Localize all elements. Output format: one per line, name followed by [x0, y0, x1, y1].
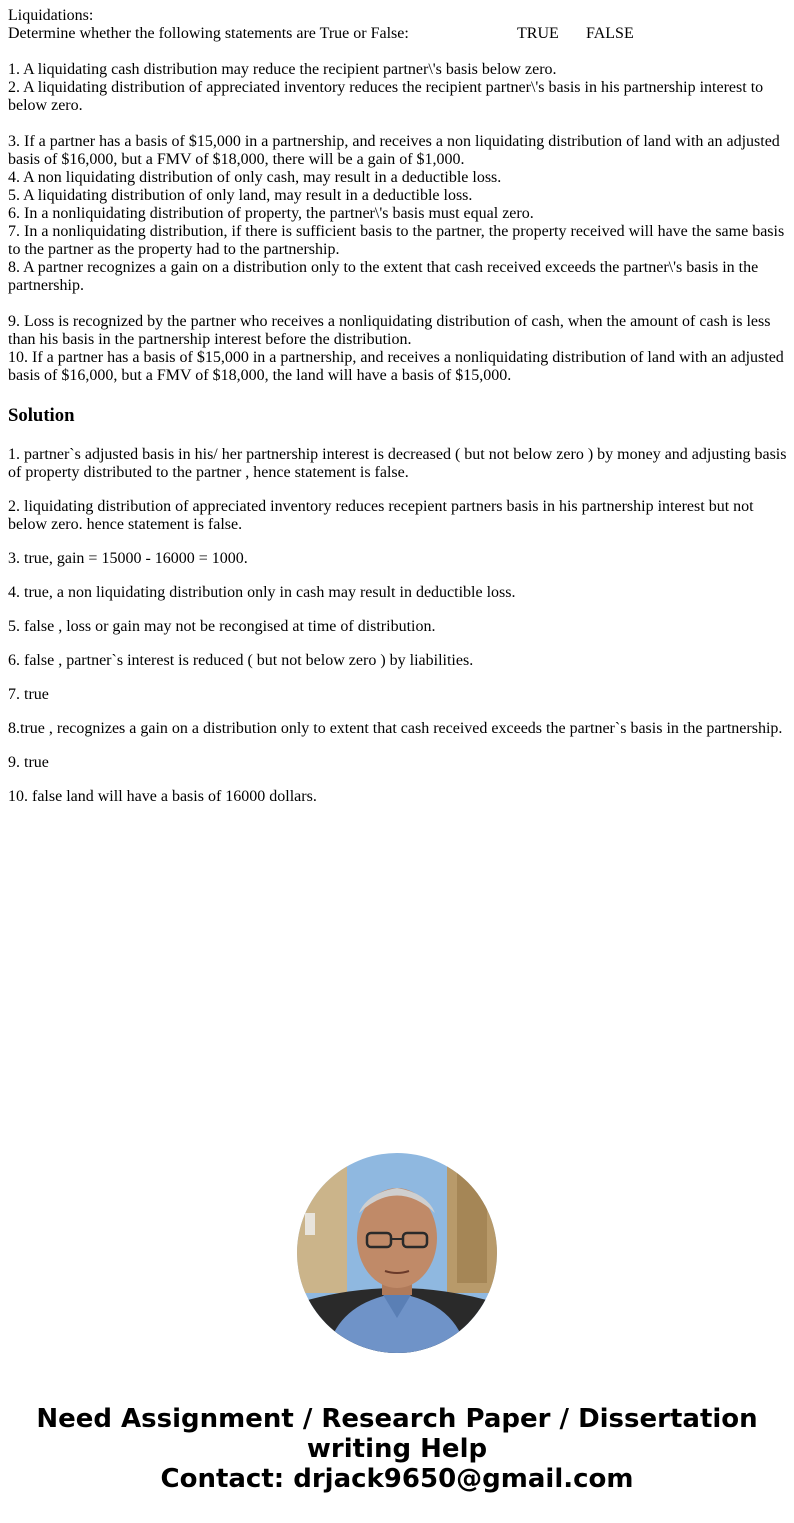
statement: 7. In a nonliquidating distribution, if there is sufficient basis to the partner, the property received will have the same basis to the partner as the property had to the partnership. — [8, 223, 785, 258]
contact-banner — [0, 1404, 794, 1494]
statement: 10. If a partner has a basis of $15,000 in a partnership, and receives a nonliquidating distribution of land with an adjusted basis of $16,000, but a FMV of $18,000, the land will have a basis of $15,000. — [8, 349, 784, 384]
author-avatar — [297, 1153, 497, 1353]
solution-answer: 7. true — [8, 686, 49, 703]
solution-answer: 10. false land will have a basis of 16000 dollars. — [8, 788, 317, 805]
true-column-label: TRUE — [517, 25, 559, 42]
contact-email: Contact: drjack9650@gmail.com — [160, 1464, 634, 1494]
banner-line-2: writing Help — [306, 1434, 488, 1464]
author-portrait-image — [297, 1153, 497, 1353]
solution-answer: 1. partner`s adjusted basis in his/ her partnership interest is decreased ( but not below zero ) by money and adjusting basis of property distributed to the partner , hence statement is false. — [8, 446, 787, 481]
solution-answer: 3. true, gain = 15000 - 16000 = 1000. — [8, 550, 248, 567]
statement: 1. A liquidating cash distribution may reduce the recipient partner\'s basis below zero. — [8, 61, 557, 78]
solution-answer: 6. false , partner`s interest is reduced ( but not below zero ) by liabilities. — [8, 652, 474, 669]
banner-line-1: Need Assignment / Research Paper / Dissertation — [36, 1404, 758, 1434]
statement: 5. A liquidating distribution of only land, may result in a deductible loss. — [8, 187, 473, 204]
solution-answer: 9. true — [8, 754, 49, 771]
statement: 9. Loss is recognized by the partner who receives a nonliquidating distribution of cash, when the amount of cash is less than his basis in the partnership interest before the distribution. — [8, 313, 771, 348]
solution-answer: 8.true , recognizes a gain on a distribution only to extent that cash received exceeds the partner`s basis in the partnership. — [8, 720, 783, 737]
solution-answer: 2. liquidating distribution of appreciated inventory reduces recepient partners basis in his partnership interest but not below zero. hence statement is false. — [8, 498, 754, 533]
statement: 2. A liquidating distribution of appreciated inventory reduces the recipient partner\'s basis in his partnership interest to below zero. — [8, 79, 764, 114]
statement: 3. If a partner has a basis of $15,000 in a partnership, and receives a non liquidating distribution of land with an adjusted basis of $16,000, but a FMV of $18,000, there will be a gain of $1,000. — [8, 133, 780, 168]
document-body — [8, 7, 788, 822]
solution-answer: 4. true, a non liquidating distribution only in cash may result in deductible loss. — [8, 584, 516, 601]
instruction-text: Determine whether the following statements are True or False: — [8, 25, 409, 42]
question-heading: Liquidations: — [8, 7, 94, 24]
solution-title: Solution — [8, 405, 75, 426]
solution-answer: 5. false , loss or gain may not be recongised at time of distribution. — [8, 618, 436, 635]
statement: 4. A non liquidating distribution of only cash, may result in a deductible loss. — [8, 169, 502, 186]
solution-list — [8, 446, 788, 806]
statement: 8. A partner recognizes a gain on a distribution only to the extent that cash received exceeds the partner\'s basis in the partnership. — [8, 259, 759, 294]
statement: 6. In a nonliquidating distribution of property, the partner\'s basis must equal zero. — [8, 205, 534, 222]
false-column-label: FALSE — [586, 25, 634, 42]
instruction-row — [8, 25, 788, 43]
